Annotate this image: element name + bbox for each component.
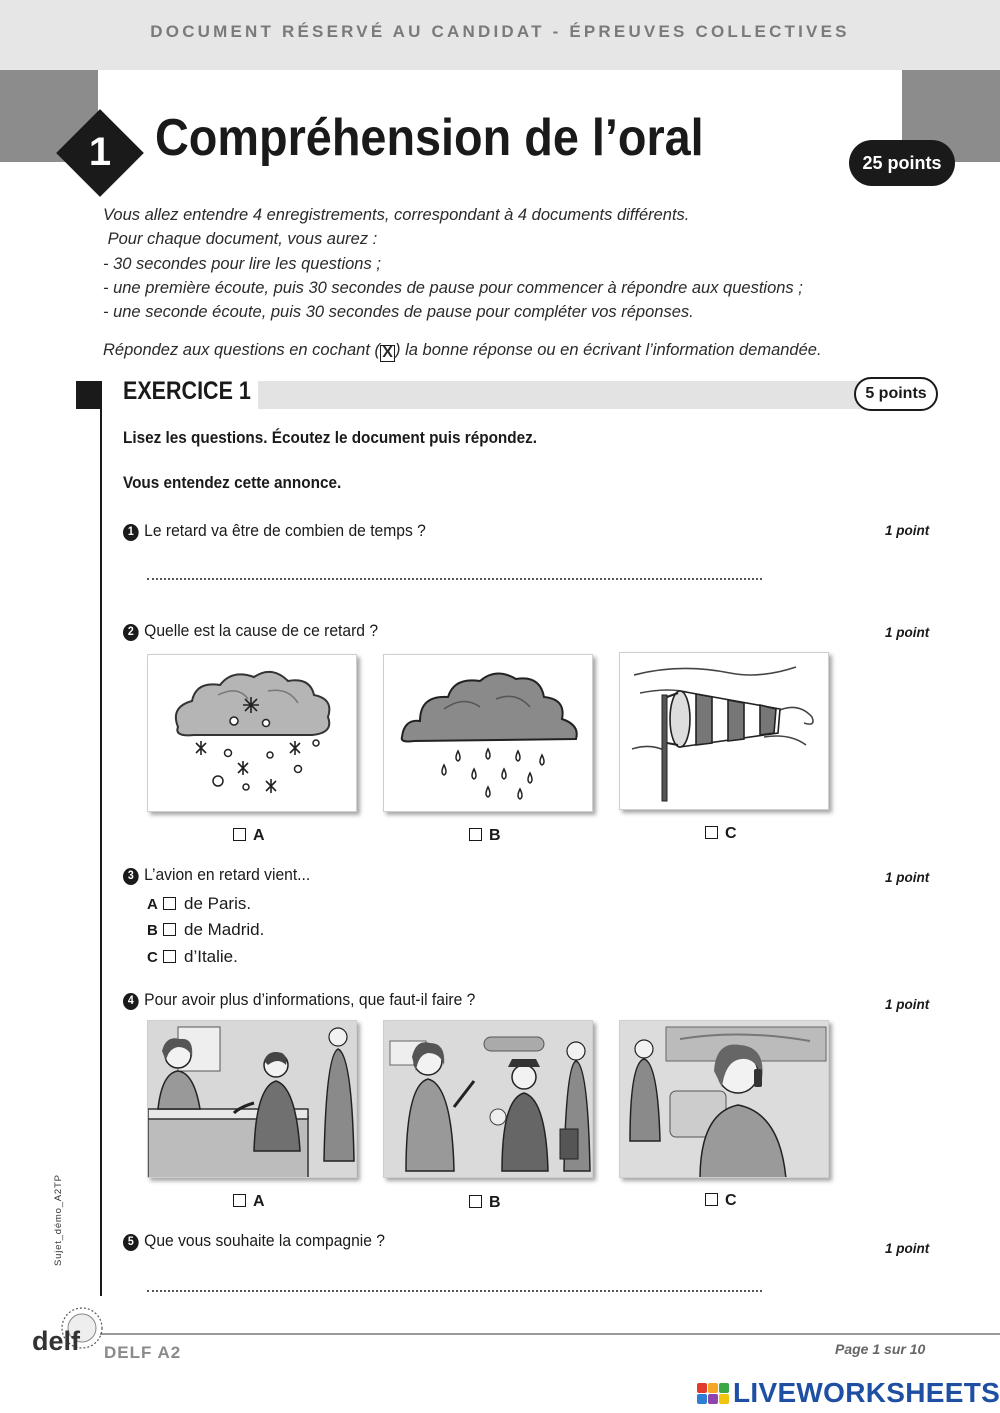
- liveworksheets-watermark: [697, 1376, 1000, 1410]
- exercise-title: EXERCICE 1: [123, 377, 251, 405]
- option-c[interactable]: C: [705, 1192, 737, 1210]
- answer-line[interactable]: [147, 578, 762, 580]
- option-a[interactable]: A de Paris.: [147, 894, 252, 913]
- logo-tile: [719, 1383, 729, 1393]
- option-b[interactable]: B: [469, 827, 501, 845]
- logo-tile: [719, 1394, 729, 1404]
- question-3: [123, 865, 310, 885]
- question-points: 1 point: [885, 870, 930, 885]
- logo-tile: [708, 1383, 718, 1393]
- intro-line: - une seconde écoute, puis 30 secondes de pause pour compléter vos réponses.: [103, 303, 694, 322]
- rain-cloud-icon[interactable]: [383, 654, 593, 812]
- checkbox[interactable]: [705, 826, 718, 839]
- question-number: 4: [123, 993, 139, 1010]
- question-4: [123, 990, 475, 1010]
- question-points: 1 point: [885, 1241, 930, 1256]
- intro-text: [103, 203, 803, 324]
- checkbox[interactable]: [469, 828, 482, 841]
- question-5: [123, 1231, 385, 1251]
- logo-tile: [697, 1383, 707, 1393]
- checkbox[interactable]: [233, 1194, 246, 1207]
- option-a[interactable]: A: [233, 827, 265, 845]
- checked-box-icon: X: [380, 345, 395, 362]
- snow-cloud-icon[interactable]: [147, 654, 357, 812]
- margin-rule: [100, 381, 102, 1296]
- checkbox[interactable]: [469, 1195, 482, 1208]
- checkbox[interactable]: [163, 923, 176, 936]
- option-c[interactable]: C d’Italie.: [147, 947, 238, 966]
- question-number: 5: [123, 1234, 139, 1251]
- delf-logo-text: delf: [32, 1326, 81, 1356]
- question-text: Pour avoir plus d’informations, que faut-il faire ?: [144, 990, 476, 1009]
- exercise-context: Vous entendez cette annonce.: [123, 473, 342, 492]
- option-b[interactable]: B: [469, 1194, 501, 1212]
- question-points: 1 point: [885, 523, 930, 538]
- footer-rule: [100, 1333, 1000, 1335]
- logo-tile: [697, 1394, 707, 1404]
- question-text: L’avion en retard vient...: [144, 865, 311, 884]
- intro-line: - 30 secondes pour lire les questions ;: [103, 254, 381, 273]
- exercise-bar: [258, 381, 870, 409]
- option-b[interactable]: B de Madrid.: [147, 920, 265, 939]
- checkbox[interactable]: [233, 828, 246, 841]
- question-number: 2: [123, 624, 139, 641]
- intro-line: Vous allez entendre 4 enregistrements, correspondant à 4 documents différents.: [103, 206, 690, 224]
- total-points-badge: 25 points: [849, 140, 955, 186]
- logo-tile: [708, 1394, 718, 1404]
- watermark-text: LIVEWORKSHEETS: [733, 1377, 1000, 1408]
- option-c[interactable]: C: [705, 825, 737, 843]
- answer-instruction: Répondez aux questions en cochant ( X ) la bonne réponse ou en écrivant l’information demandée.: [103, 341, 822, 361]
- question-number: 1: [123, 524, 139, 541]
- delf-logo: [30, 1306, 106, 1360]
- section-number: 1: [88, 130, 112, 174]
- checkbox[interactable]: [163, 897, 176, 910]
- question-points: 1 point: [885, 625, 930, 640]
- liveworksheets-logo-icon: [697, 1383, 729, 1404]
- reserved-banner: DOCUMENT RÉSERVÉ AU CANDIDAT - ÉPREUVES COLLECTIVES: [150, 22, 850, 41]
- exam-level: DELF A2: [104, 1343, 182, 1362]
- document-code: Sujet_démo_A2TP: [53, 1174, 64, 1266]
- question-points: 1 point: [885, 997, 930, 1012]
- exercise-directive: Lisez les questions. Écoutez le document puis répondez.: [123, 428, 538, 447]
- checkbox[interactable]: [705, 1193, 718, 1206]
- question-1: [123, 521, 426, 541]
- info-desk-scene-icon[interactable]: [147, 1020, 357, 1178]
- phone-call-scene-icon[interactable]: [619, 1020, 829, 1178]
- question-text: Que vous souhaite la compagnie ?: [144, 1231, 386, 1250]
- question-text: Quelle est la cause de ce retard ?: [144, 621, 379, 640]
- windsock-icon[interactable]: [619, 652, 829, 810]
- ask-staff-scene-icon[interactable]: [383, 1020, 593, 1178]
- question-text: Le retard va être de combien de temps ?: [144, 521, 426, 540]
- exercise-marker: [76, 381, 101, 409]
- intro-line: Pour chaque document, vous aurez :: [103, 230, 378, 249]
- question-number: 3: [123, 868, 139, 885]
- question-2: [123, 621, 378, 641]
- answer-line[interactable]: [147, 1290, 762, 1292]
- exercise-points-badge: 5 points: [854, 377, 938, 411]
- intro-line: - une première écoute, puis 30 secondes de pause pour commencer à répondre aux questions ;: [103, 278, 803, 297]
- page-indicator: Page 1 sur 10: [835, 1341, 926, 1357]
- page-title: Compréhension de l’oral: [155, 109, 704, 167]
- checkbox[interactable]: [163, 950, 176, 963]
- option-a[interactable]: A: [233, 1193, 265, 1211]
